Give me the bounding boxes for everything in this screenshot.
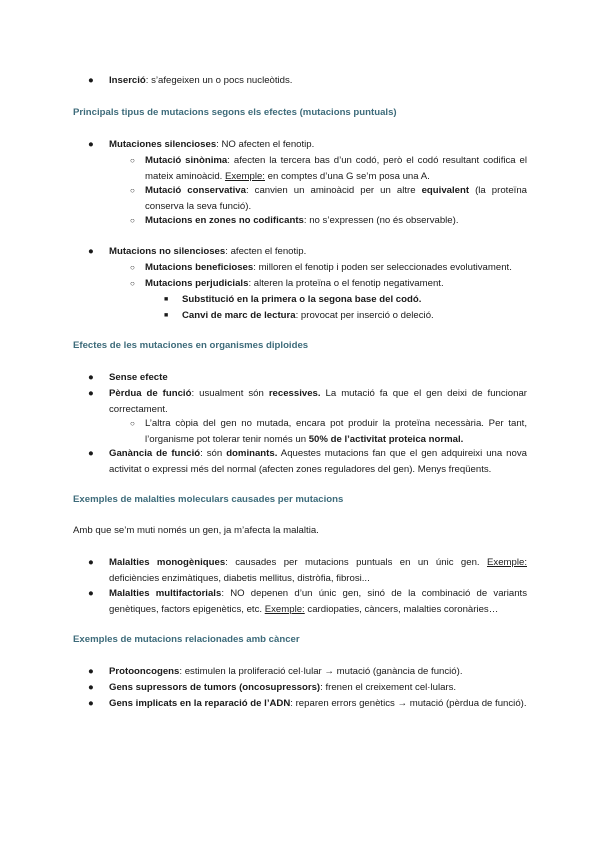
bullet-icon: ●: [88, 448, 94, 459]
circle-bullet-icon: ○: [130, 263, 135, 272]
insercio-item: Inserció: s’afegeixen un o pocs nucleòtids.: [109, 75, 293, 86]
proto-item: Protooncogens: estimulen la proliferació cel·lular → mutació (ganància de funció).: [109, 666, 463, 677]
square-bullet-icon: ■: [164, 296, 169, 303]
bullet-icon: ●: [88, 139, 94, 150]
bullet-icon: ●: [88, 388, 94, 399]
square-bullet-icon: ■: [164, 312, 169, 319]
circle-bullet-icon: ○: [130, 419, 135, 428]
perdua-item: Pèrdua de funció: usualment són recessives. La mutació fa que el gen deixi de funcionar correctament.: [109, 388, 527, 415]
intro-paragraph: Amb que se’m muti només un gen, ja m’afecta la malaltia.: [73, 525, 319, 536]
multi-item: Malalties multifactorials: NO depenen d’un únic gen, sinó de la combinació de variants genètiques, factors epigenètics, etc. Exemple: cardiopaties, càncers, malalties coronàries…: [109, 588, 527, 615]
bullet-icon: ●: [88, 557, 94, 568]
circle-bullet-icon: ○: [130, 186, 135, 195]
circle-bullet-icon: ○: [130, 216, 135, 225]
nocod-item: Mutacions en zones no codificants: no s’expressen (no és observable).: [145, 215, 459, 226]
section-heading-efectes: Principals tipus de mutacions segons els efectes (mutacions puntuals): [73, 107, 397, 118]
mono-item: Malalties monogèniques: causades per mutacions puntuals en un únic gen. Exemple: deficiències enzimàtiques, diabetis mellitus, distròfia, fibrosi...: [109, 557, 527, 584]
circle-bullet-icon: ○: [130, 156, 135, 165]
adn-item: Gens implicats en la reparació de l’ADN: reparen errors genètics → mutació (pèrdua de funció).: [109, 698, 527, 709]
bullet-icon: ●: [88, 666, 94, 677]
guany-item: Ganància de funció: són dominants. Aquestes mutacions fan que el gen adquireixi una nova activitat o expressi més del normal (afecten zones reguladores del gen). Menys freqüents.: [109, 448, 527, 475]
bullet-icon: ●: [88, 698, 94, 709]
section-heading-diploides: Efectes de les mutaciones en organismes diploides: [73, 340, 309, 351]
circle-bullet-icon: ○: [130, 279, 135, 288]
bullet-icon: ●: [88, 682, 94, 693]
copia-item: L’altra còpia del gen no mutada, encara pot produir la proteïna necessària. Per tant, l’organisme pot tolerar tenir només un 50% de l’activitat proteica normal.: [145, 418, 527, 445]
marc-item: Canvi de marc de lectura: provocat per inserció o deleció.: [182, 310, 434, 321]
benef-item: Mutacions beneficioses: milloren el fenotip i poden ser seleccionades evolutivament.: [145, 262, 512, 273]
supr-item: Gens supressors de tumors (oncosupressors): frenen el creixement cel·lulars.: [109, 682, 457, 693]
section-heading-malalties: Exemples de malalties moleculars causades per mutacions: [73, 494, 344, 505]
nosilent-item: Mutacions no silencioses: afecten el fenotip.: [109, 246, 307, 257]
silent-item: Mutaciones silencioses: NO afecten el fenotip.: [109, 139, 315, 150]
bullet-icon: ●: [88, 372, 94, 383]
section-heading-cancer: Exemples de mutacions relacionades amb càncer: [73, 634, 300, 645]
perj-item: Mutacions perjudicials: alteren la proteïna o el fenotip negativament.: [145, 278, 444, 289]
bullet-icon: ●: [88, 246, 94, 257]
conservativa-item: Mutació conservativa: canvien un aminoàcid per un altre equivalent (la proteïna conserva la seva funció).: [145, 185, 527, 212]
subst-item: Substitució en la primera o la segona base del codó.: [182, 294, 422, 305]
sinonima-item: Mutació sinònima: afecten la tercera bas d’un codó, però el codó resultant codifica el mateix aminoàcid. Exemple: en comptes d’una G se’m posa una A.: [145, 155, 527, 182]
bullet-icon: ●: [88, 75, 94, 86]
sense-item: Sense efecte: [109, 372, 168, 383]
bullet-icon: ●: [88, 588, 94, 599]
